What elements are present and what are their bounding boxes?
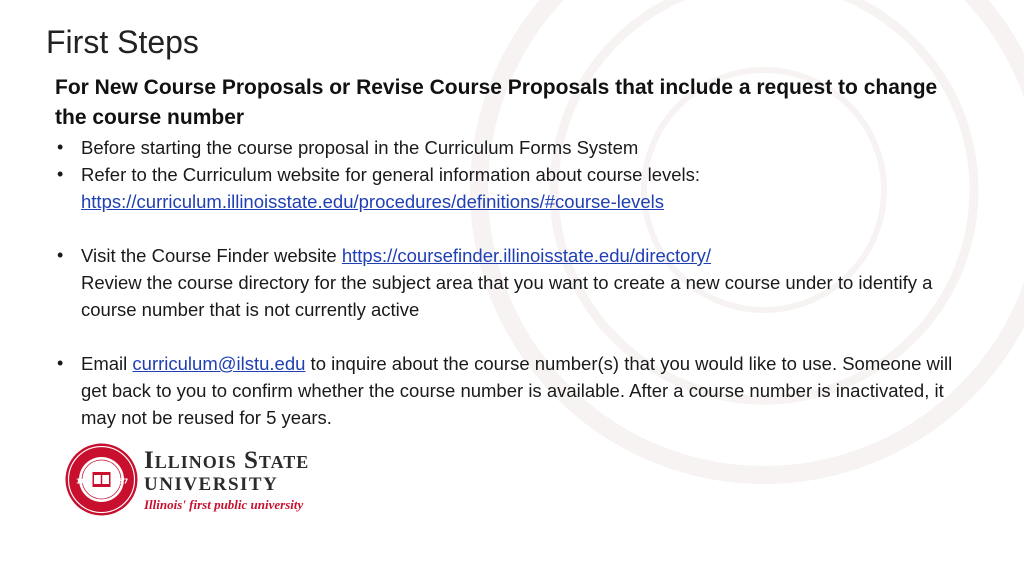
course-levels-link[interactable]: https://curriculum.illinoisstate.edu/procedures/definitions/#course-levels <box>81 191 665 212</box>
bullet-text: Visit the Course Finder website <box>81 245 342 266</box>
bullet-glyph: • <box>57 137 64 157</box>
bullet-glyph: • <box>57 164 64 184</box>
bullet-glyph: • <box>57 245 64 265</box>
university-logo <box>64 442 364 522</box>
wordmark <box>144 448 309 514</box>
seal-year-end: 57 <box>118 477 129 486</box>
bullet-text: Review the course directory for the subject area that you want to create a new course under to identify a course number that is not currently active <box>81 272 933 320</box>
bullet-list <box>55 134 975 431</box>
wordmark-tagline: Illinois' first public university <box>144 497 304 512</box>
list-item <box>55 134 975 161</box>
course-finder-link[interactable]: https://coursefinder.illinoisstate.edu/directory/ <box>341 245 712 266</box>
bullet-text: Refer to the Curriculum website for general information about course levels: <box>81 164 701 185</box>
section-heading: For New Course Proposals or Revise Course Proposals that include a request to change the course number <box>55 76 938 129</box>
list-item <box>55 350 975 431</box>
wordmark-line1: Illinois State <box>144 447 310 474</box>
bullet-glyph: • <box>57 353 64 373</box>
bullet-text: Before starting the course proposal in the Curriculum Forms System <box>81 137 639 158</box>
wordmark-line2: UNIVERSITY <box>144 474 279 495</box>
bullet-text: to inquire about the course number(s) that you would like to use. Someone will get back to you to confirm whether the course number is available. After a course number is inactivated, it may not be reused for 5 years. <box>81 353 953 428</box>
list-item <box>55 161 975 215</box>
seal-year-start: 18 <box>76 477 86 486</box>
bullet-text: Email <box>81 353 133 374</box>
page-title: First Steps <box>46 24 199 60</box>
university-seal-icon <box>64 442 139 517</box>
email-link[interactable]: curriculum@ilstu.edu <box>132 353 306 374</box>
list-item <box>55 242 975 323</box>
